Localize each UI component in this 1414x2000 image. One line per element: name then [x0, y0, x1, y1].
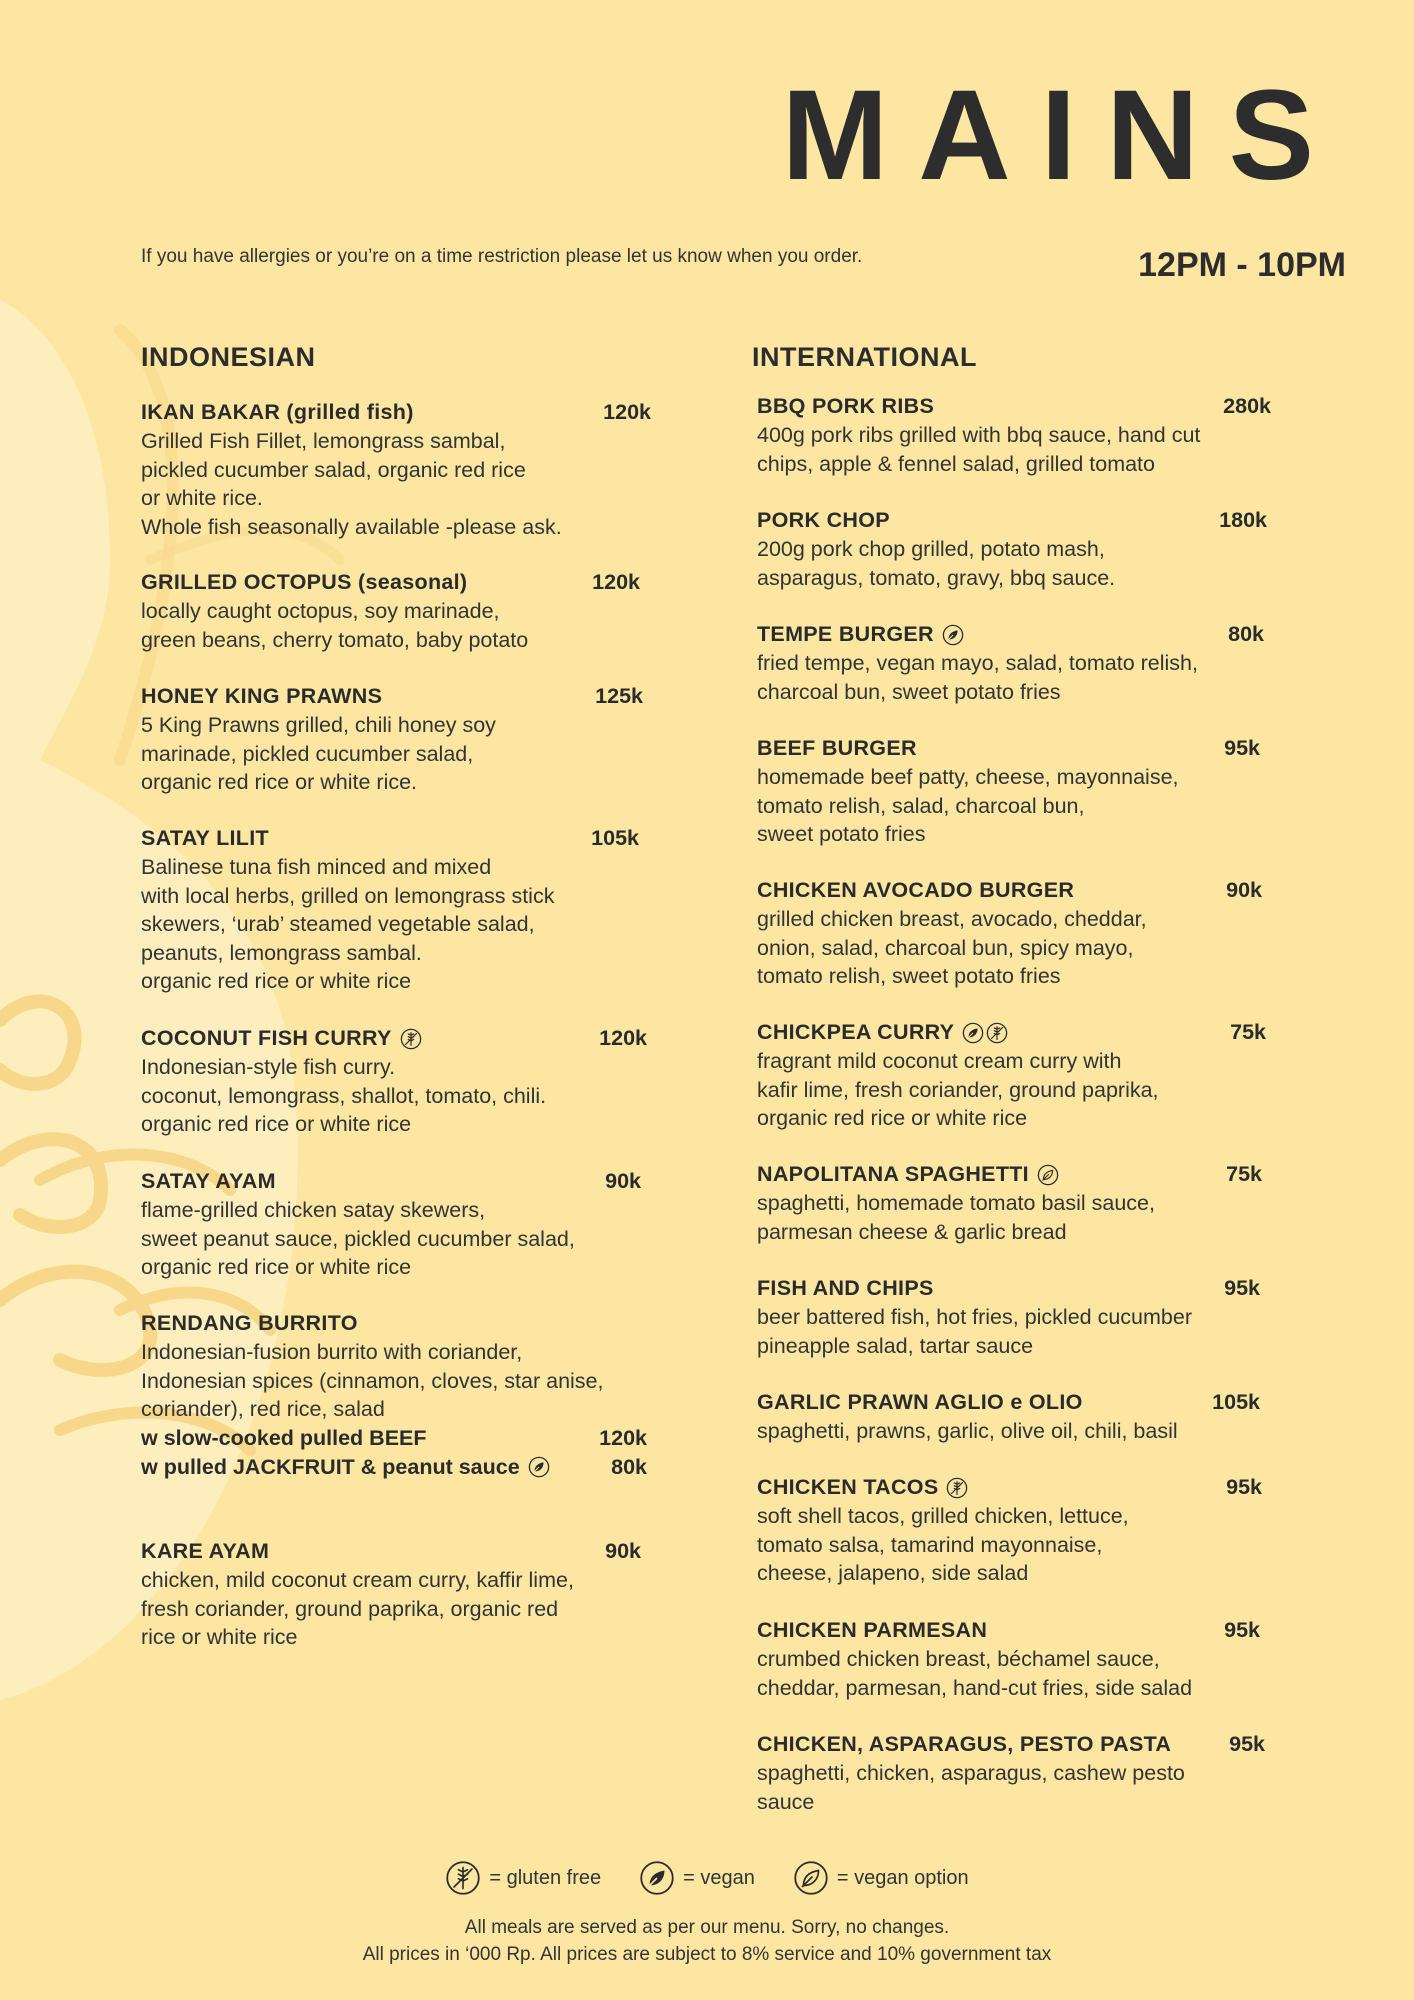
item-description-line: pineapple salad, tartar sauce [757, 1333, 1034, 1358]
menu-item-grilled-octopus [141, 568, 640, 654]
item-description-line: sauce [757, 1789, 815, 1814]
item-description-line: coriander), red rice, salad [141, 1397, 385, 1422]
item-name: CHICKEN PARMESAN [757, 1618, 988, 1642]
legend-label: = vegan [683, 1866, 755, 1889]
item-description-line: rice or white rice [141, 1625, 298, 1650]
item-name: PORK CHOP [757, 508, 890, 532]
item-price: 125k [595, 684, 643, 708]
item-name: BBQ PORK RIBS [757, 394, 935, 418]
gluten-free-icon [400, 1028, 422, 1050]
item-name: CHICKEN TACOS [757, 1475, 939, 1499]
item-description-line: cheddar, parmesan, hand-cut fries, side salad [757, 1675, 1193, 1700]
item-price: 90k [1226, 878, 1262, 902]
item-description-line: crumbed chicken breast, béchamel sauce, [757, 1647, 1160, 1671]
item-description-line: parmesan cheese & garlic bread [757, 1219, 1067, 1244]
item-name: CHICKEN, ASPARAGUS, PESTO PASTA [757, 1732, 1172, 1756]
item-description-line: spaghetti, prawns, garlic, olive oil, chili, basil [757, 1419, 1178, 1443]
item-description-line: marinade, pickled cucumber salad, [141, 741, 474, 766]
item-description-line: beer battered fish, hot fries, pickled cucumber [757, 1305, 1192, 1329]
menu-item-bbq-pork-ribs [757, 392, 1271, 478]
item-description-line: organic red rice or white rice [141, 1255, 412, 1280]
item-name: SATAY LILIT [141, 826, 269, 850]
item-price: 75k [1226, 1162, 1262, 1186]
item-name: BEEF BURGER [757, 736, 917, 760]
item-description-line: tomato relish, salad, charcoal bun, [757, 793, 1085, 818]
item-name: CHICKEN AVOCADO BURGER [757, 878, 1075, 902]
menu-item-beef-burger [757, 734, 1260, 849]
gluten-free-icon [986, 1022, 1008, 1044]
item-price: 95k [1229, 1732, 1265, 1756]
international-heading: INTERNATIONAL [752, 342, 977, 372]
item-description-line: tomato salsa, tamarind mayonnaise, [757, 1532, 1103, 1557]
vegan-option-icon [1037, 1164, 1059, 1186]
menu-item-napolitana-spaghetti [757, 1160, 1262, 1246]
item-description-line: spaghetti, homemade tomato basil sauce, [757, 1191, 1155, 1215]
item-description-line: fragrant mild coconut cream curry with [757, 1049, 1122, 1073]
item-description-line: skewers, ‘urab’ steamed vegetable salad, [141, 912, 535, 937]
item-description-line: Indonesian-fusion burrito with coriander, [141, 1340, 523, 1364]
item-name: RENDANG BURRITO [141, 1311, 358, 1335]
opening-hours: 12PM - 10PM [1138, 246, 1346, 284]
item-description-line: Grilled Fish Fillet, lemongrass sambal, [141, 429, 506, 453]
item-description-line: 5 King Prawns grilled, chili honey soy [141, 713, 496, 737]
menu-item-satay-ayam [141, 1167, 641, 1282]
dietary-legend [0, 1860, 1414, 1896]
rendang-option-jackfruit [141, 1453, 647, 1482]
item-description-line: green beans, cherry tomato, baby potato [141, 627, 529, 652]
legend-label: = vegan option [836, 1866, 969, 1889]
option-price: 80k [611, 1454, 647, 1479]
item-price: 80k [1228, 622, 1264, 646]
item-name: KARE AYAM [141, 1539, 270, 1563]
item-description-line: kafir lime, fresh coriander, ground paprika, [757, 1077, 1159, 1102]
menu-item-chicken-avocado-burger [757, 876, 1262, 991]
item-description-line: sweet potato fries [757, 822, 926, 847]
item-description-line: Balinese tuna fish minced and mixed [141, 855, 492, 879]
item-description-line: Indonesian spices (cinnamon, cloves, star anise, [141, 1368, 604, 1393]
item-price: 75k [1230, 1020, 1266, 1044]
menu-item-chicken-parmesan [757, 1616, 1260, 1702]
footer-notes [0, 1914, 1414, 1968]
menu-item-tempe-burger [757, 620, 1264, 706]
item-name: NAPOLITANA SPAGHETTI [757, 1162, 1029, 1186]
option-label: w pulled JACKFRUIT & peanut sauce [141, 1454, 520, 1479]
item-description-line: asparagus, tomato, gravy, bbq sauce. [757, 565, 1116, 590]
item-description-line: locally caught octopus, soy marinade, [141, 599, 500, 623]
item-name: COCONUT FISH CURRY [141, 1026, 392, 1050]
item-name: TEMPE BURGER [757, 622, 934, 646]
page-title: MAINS [781, 64, 1344, 207]
item-description-line: coconut, lemongrass, shallot, tomato, chili. [141, 1083, 547, 1108]
legend-vegan-option [793, 1860, 969, 1896]
item-description-line: grilled chicken breast, avocado, cheddar, [757, 907, 1147, 931]
item-description-line: chicken, mild coconut cream curry, kaffir lime, [141, 1568, 574, 1592]
item-description-line: organic red rice or white rice. [141, 770, 418, 795]
vegan-icon [639, 1860, 675, 1896]
menu-item-chicken-asparagus-pesto-pasta [757, 1730, 1265, 1816]
footer-line-no-changes: All meals are served as per our menu. Sorry, no changes. [464, 1917, 950, 1938]
gluten-free-icon [445, 1860, 481, 1896]
item-price: 120k [599, 1026, 647, 1050]
menu-item-pork-chop [757, 506, 1267, 592]
indonesian-heading: INDONESIAN [141, 342, 316, 372]
item-price: 90k [605, 1539, 641, 1563]
item-description-line: onion, salad, charcoal bun, spicy mayo, [757, 935, 1134, 960]
item-description-line: with local herbs, grilled on lemongrass stick [141, 883, 555, 908]
menu-item-rendang-burrito [141, 1309, 647, 1482]
item-description-line: chips, apple & fennel salad, grilled tomato [757, 451, 1155, 476]
legend-vegan [639, 1860, 755, 1896]
menu-item-fish-and-chips [757, 1274, 1260, 1360]
item-description-line: cheese, jalapeno, side salad [757, 1561, 1029, 1586]
item-price: 95k [1226, 1475, 1262, 1499]
vegan-icon [942, 624, 964, 646]
item-name: IKAN BAKAR (grilled fish) [141, 400, 414, 424]
item-price: 120k [603, 400, 651, 424]
item-description-line: organic red rice or white rice [141, 1112, 412, 1137]
footer-line-prices: All prices in ‘000 Rp. All prices are subject to 8% service and 10% government tax [362, 1944, 1052, 1965]
item-description-line: fried tempe, vegan mayo, salad, tomato relish, [757, 651, 1198, 675]
item-price: 105k [591, 826, 639, 850]
menu-item-honey-king-prawns [141, 682, 643, 797]
item-description-line: fresh coriander, ground paprika, organic red [141, 1596, 559, 1621]
item-description-line: spaghetti, chicken, asparagus, cashew pesto [757, 1761, 1185, 1785]
item-price: 105k [1212, 1390, 1260, 1414]
option-label: w slow-cooked pulled BEEF [141, 1425, 427, 1450]
rendang-option-beef [141, 1424, 647, 1453]
item-description-line: Whole fish seasonally available -please ask. [141, 514, 562, 539]
menu-item-coconut-fish-curry [141, 1024, 647, 1139]
item-description-line: 400g pork ribs grilled with bbq sauce, hand cut [757, 423, 1201, 447]
legend-label: = gluten free [489, 1866, 602, 1889]
gluten-free-icon [946, 1477, 968, 1499]
item-name: CHICKPEA CURRY [757, 1020, 955, 1044]
item-price: 180k [1219, 508, 1267, 532]
item-name: FISH AND CHIPS [757, 1276, 934, 1300]
item-name: HONEY KING PRAWNS [141, 684, 383, 708]
menu-item-kare-ayam [141, 1537, 641, 1652]
item-name: GARLIC PRAWN AGLIO e OLIO [757, 1390, 1083, 1414]
item-description-line: Indonesian-style fish curry. [141, 1055, 396, 1079]
item-description-line: sweet peanut sauce, pickled cucumber salad, [141, 1226, 575, 1251]
menu-item-ikan-bakar [141, 398, 651, 541]
vegan-icon [962, 1022, 984, 1044]
item-price: 120k [592, 570, 640, 594]
item-description-line: organic red rice or white rice [141, 969, 412, 994]
item-price: 95k [1224, 736, 1260, 760]
vegan-option-icon [793, 1860, 829, 1896]
item-description-line: or white rice. [141, 486, 263, 511]
item-price: 280k [1223, 394, 1271, 418]
item-price: 90k [605, 1169, 641, 1193]
item-price: 95k [1224, 1618, 1260, 1642]
item-description-line: 200g pork chop grilled, potato mash, [757, 537, 1105, 561]
item-description-line: tomato relish, sweet potato fries [757, 964, 1061, 989]
item-description-line: flame-grilled chicken satay skewers, [141, 1198, 486, 1222]
menu-item-garlic-prawn-aglio-e-olio [757, 1388, 1260, 1446]
allergy-notice: If you have allergies or you’re on a time restriction please let us know when you order. [141, 246, 863, 267]
item-description-line: soft shell tacos, grilled chicken, lettuce, [757, 1504, 1129, 1528]
item-description-line: charcoal bun, sweet potato fries [757, 679, 1061, 704]
item-description-line: organic red rice or white rice [757, 1106, 1028, 1131]
item-price: 95k [1224, 1276, 1260, 1300]
menu-item-chickpea-curry [757, 1018, 1266, 1133]
item-description-line: pickled cucumber salad, organic red rice [141, 457, 526, 482]
menu-item-satay-lilit [141, 824, 639, 996]
legend-gluten-free [445, 1860, 601, 1896]
menu-item-chicken-tacos [757, 1473, 1262, 1588]
item-name: SATAY AYAM [141, 1169, 276, 1193]
vegan-icon [528, 1456, 550, 1478]
option-price: 120k [599, 1425, 647, 1450]
item-description-line: homemade beef patty, cheese, mayonnaise, [757, 765, 1179, 789]
item-description-line: peanuts, lemongrass sambal. [141, 940, 422, 965]
item-name: GRILLED OCTOPUS (seasonal) [141, 570, 468, 594]
